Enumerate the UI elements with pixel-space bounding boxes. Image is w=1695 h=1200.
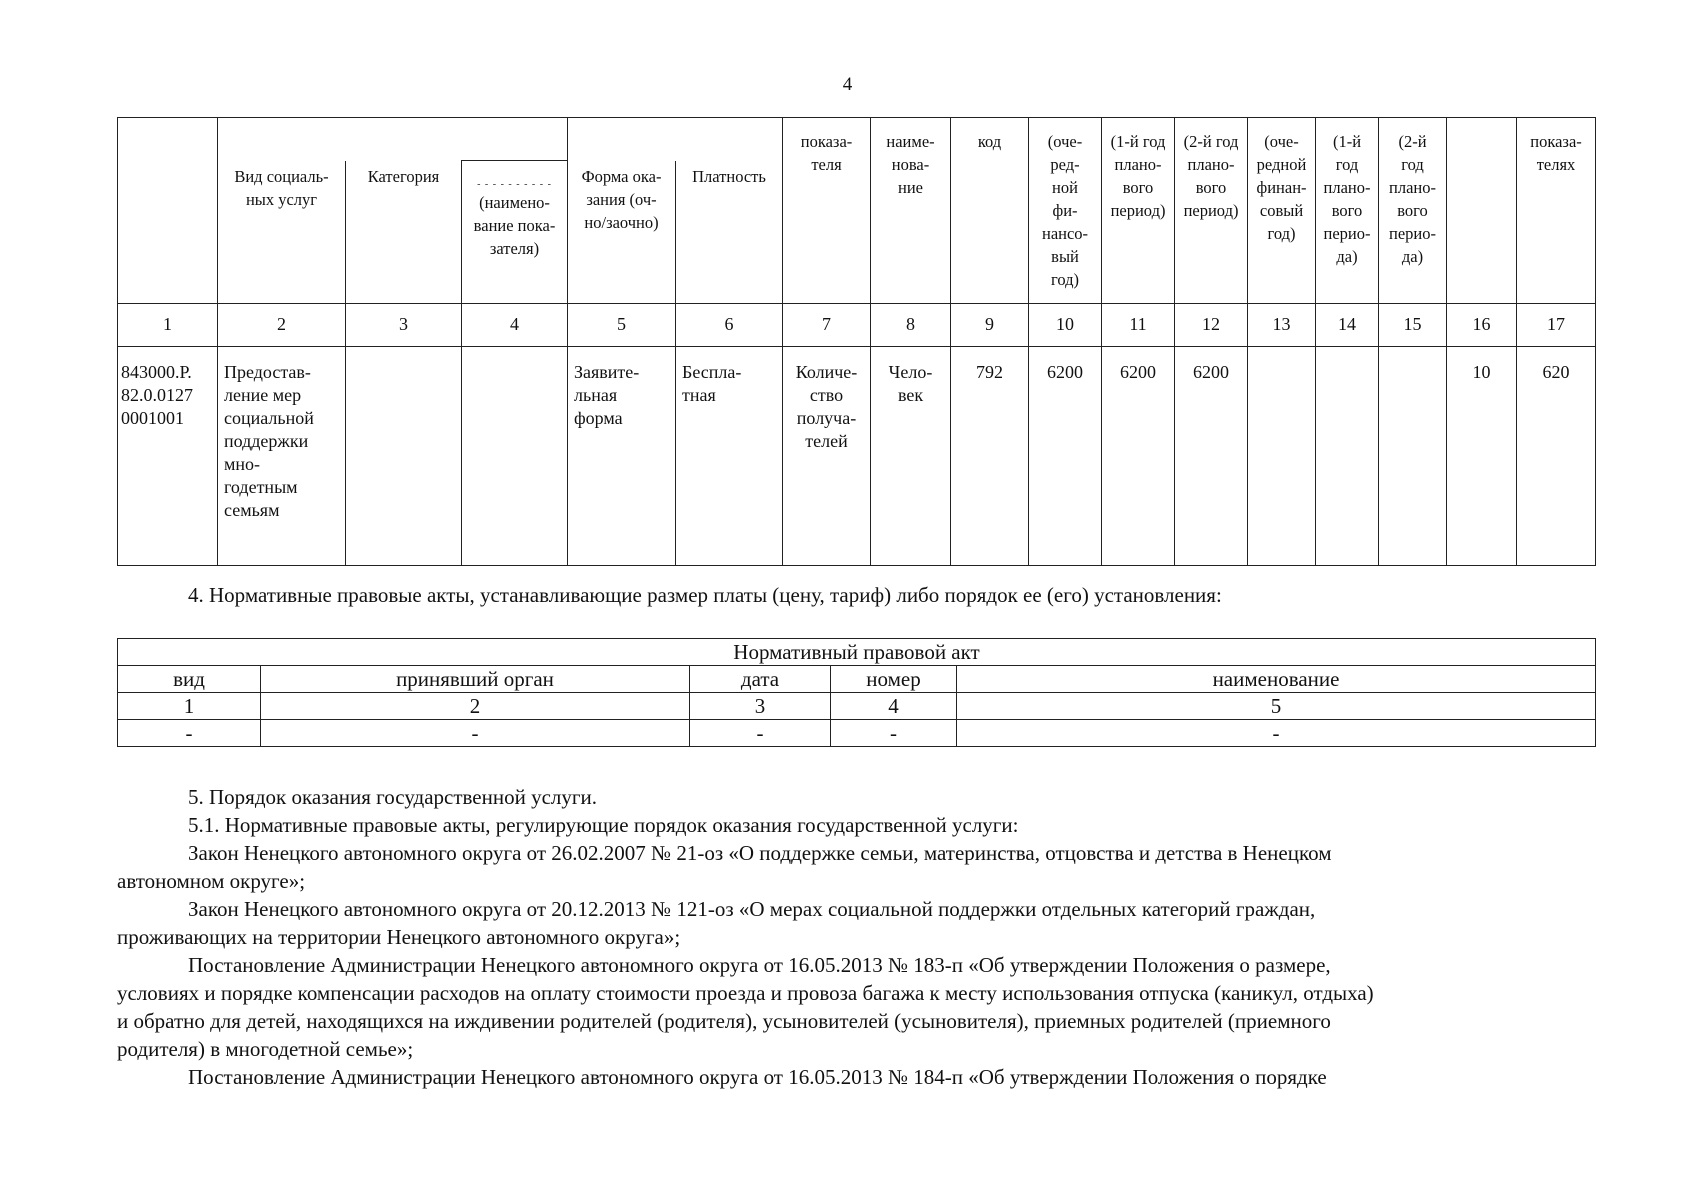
law-3-line-4: родителя) в многодетной семье»;	[117, 1037, 414, 1061]
table-cell: -	[957, 720, 1596, 747]
header-cell-7: показа- теля	[783, 118, 871, 304]
acts-col-header: вид	[118, 666, 261, 693]
law-4-line-1: Постановление Администрации Ненецкого автономного округа от 16.05.2013 № 184-п «Об утверждении Положения о порядке	[188, 1065, 1327, 1089]
law-2-line-1: Закон Ненецкого автономного округа от 20.12.2013 № 121-оз «О мерах социальной поддержки отдельных категорий граждан,	[188, 897, 1316, 921]
unit-code-cell: 792	[951, 346, 1029, 565]
column-number: 17	[1517, 303, 1596, 346]
value-plan-year-1-cell: 6200	[1102, 346, 1175, 565]
table-cell: -	[831, 720, 957, 747]
dashed-line: - - - - - - - - - -	[477, 179, 552, 190]
column-number: 2	[261, 693, 690, 720]
header-cell-9: код	[951, 118, 1029, 304]
header-cell-10: (оче- ред- ной фи- нансо- вый год)	[1029, 118, 1102, 304]
law-1-line-2: автономном округе»;	[117, 869, 306, 893]
header-cell-11: (1-й год плано- вого период)	[1102, 118, 1175, 304]
value-plan-year-2-cell: 6200	[1175, 346, 1248, 565]
acts-col-header: дата	[690, 666, 831, 693]
column-number-row	[118, 303, 1596, 346]
law-2-line-2: проживающих на территории Ненецкого автономного округа»;	[117, 925, 681, 949]
table-row	[118, 346, 1596, 565]
acts-table-header-row	[118, 666, 1596, 693]
column-number: 3	[346, 303, 462, 346]
column-number: 4	[831, 693, 957, 720]
indicator-cell: Количе- ство получа- телей	[783, 346, 871, 565]
acts-table-title-row	[118, 639, 1596, 666]
column-number: 16	[1447, 303, 1517, 346]
header-cell-12: (2-й год плано- вого период)	[1175, 118, 1248, 304]
column-number: 13	[1248, 303, 1316, 346]
indicator-name-cell	[462, 346, 568, 565]
column-number: 1	[118, 693, 261, 720]
page-number: 4	[842, 74, 853, 95]
law-3-line-1: Постановление Администрации Ненецкого автономного округа от 16.05.2013 № 183-п «Об утверждении Положения о размере,	[188, 953, 1331, 977]
header-cell-17: показа- телях	[1517, 118, 1596, 304]
column-number: 14	[1316, 303, 1379, 346]
column-number: 1	[118, 303, 218, 346]
law-1-line-1: Закон Ненецкого автономного округа от 26.02.2007 № 21-оз «О поддержке семьи, материнства, отцовства и детства в Ненецком	[188, 841, 1332, 865]
header-cell-6: Платность	[676, 161, 783, 304]
deviation-percent-cell: 10	[1447, 346, 1517, 565]
header-cell-2: Вид социаль- ных услуг	[218, 161, 346, 304]
column-number: 5	[568, 303, 676, 346]
value-current-year-cell: 6200	[1029, 346, 1102, 565]
header-group-conditions	[568, 118, 783, 161]
service-volume-table	[117, 117, 1596, 566]
column-number: 4	[462, 303, 568, 346]
fee-current-year-cell	[1248, 346, 1316, 565]
unit-name-cell: Чело- век	[871, 346, 951, 565]
registry-code-cell: 843000.Р. 82.0.0127 0001001	[118, 346, 218, 565]
column-number: 3	[690, 693, 831, 720]
header-group-content	[218, 118, 568, 161]
acts-col-header: наименование	[957, 666, 1596, 693]
acts-table	[117, 638, 1596, 747]
column-number: 6	[676, 303, 783, 346]
fee-plan-year-2-cell	[1379, 346, 1447, 565]
table-cell: -	[118, 720, 261, 747]
acts-col-header: номер	[831, 666, 957, 693]
category-cell	[346, 346, 462, 565]
law-3-line-2: условиях и порядке компенсации расходов на оплату стоимости проезда и провоза багажа к месту использования отпуска (каникул, отдыха)	[117, 981, 1374, 1005]
acts-table-title: Нормативный правовой акт	[118, 639, 1596, 666]
section-5	[117, 783, 1590, 1091]
header-row-top	[118, 118, 1596, 161]
header-cell-8: наиме- нова- ние	[871, 118, 951, 304]
header-cell-1	[118, 118, 218, 304]
section-4-heading: 4. Нормативные правовые акты, устанавливающие размер платы (цену, тариф) либо порядок ее (его) установления:	[188, 583, 1222, 607]
header-cell-13: (оче- редной финан- совый год)	[1248, 118, 1316, 304]
header-cell-15: (2-й год плано- вого перио- да)	[1379, 118, 1447, 304]
law-3-line-3: и обратно для детей, находящихся на иждивении родителей (родителя), усыновителей (усыновителя), приемных родителей (приемного	[117, 1009, 1331, 1033]
header-cell-16	[1447, 118, 1517, 304]
column-number: 9	[951, 303, 1029, 346]
acts-col-header: принявший орган	[261, 666, 690, 693]
column-number: 10	[1029, 303, 1102, 346]
table-cell: -	[690, 720, 831, 747]
header-cell-5: Форма ока- зания (оч- но/заочно)	[568, 161, 676, 304]
column-number: 2	[218, 303, 346, 346]
section-5-1-heading: 5.1. Нормативные правовые акты, регулирующие порядок оказания государственной услуги:	[188, 813, 1019, 837]
fee-plan-year-1-cell	[1316, 346, 1379, 565]
form-cell: Заявите- льная форма	[568, 346, 676, 565]
header-cell-4: - - - - - - - - - - (наимено- вание пока- зателя)	[462, 161, 568, 304]
column-number: 8	[871, 303, 951, 346]
column-number: 12	[1175, 303, 1248, 346]
column-number: 11	[1102, 303, 1175, 346]
table-row	[118, 720, 1596, 747]
header-cell-14: (1-й год плано- вого перио- да)	[1316, 118, 1379, 304]
table-cell: -	[261, 720, 690, 747]
column-number: 5	[957, 693, 1596, 720]
column-number: 15	[1379, 303, 1447, 346]
header-cell-3: Категория	[346, 161, 462, 304]
payment-cell: Беспла- тная	[676, 346, 783, 565]
service-type-cell: Предостав- ление мер социальной поддержки мно- годетным семьям	[218, 346, 346, 565]
acts-table-number-row	[118, 693, 1596, 720]
column-number: 7	[783, 303, 871, 346]
deviation-absolute-cell: 620	[1517, 346, 1596, 565]
section-5-heading: 5. Порядок оказания государственной услуги.	[188, 785, 597, 809]
